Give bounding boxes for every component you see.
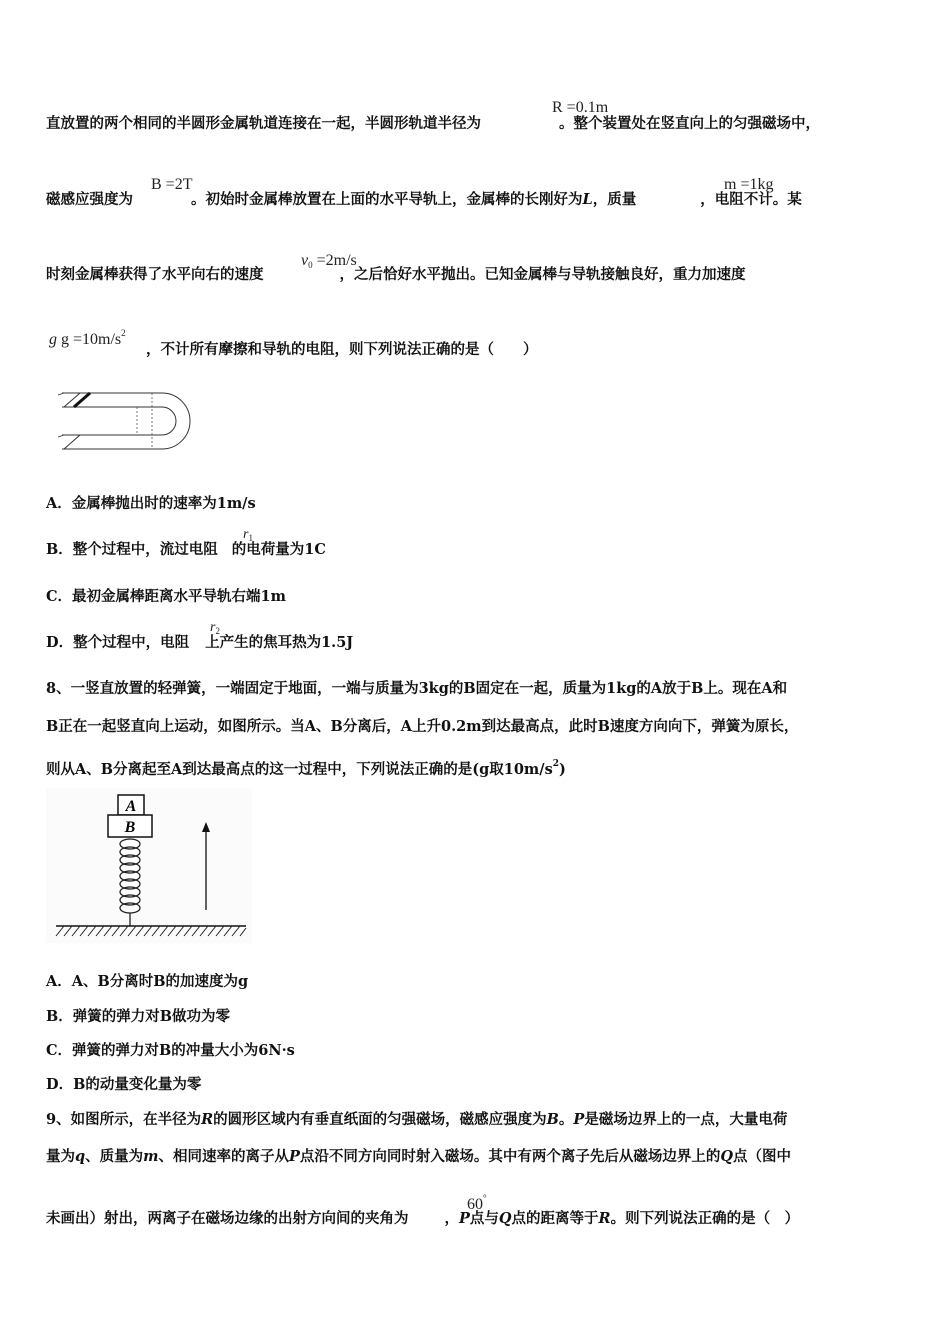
q8-line3: 则从A、B分离起至A到达最高点的这一过程中，下列说法正确的是(g取$10m/s^2$) — [46, 759, 566, 778]
q8-line1: 8、一竖直放置的轻弹簧，一端固定于地面，一端与质量为3kg的B固定在一起，质量为1kg的A放于B上。现在A和 — [46, 680, 788, 697]
q9-angle-math: 60° — [467, 1193, 487, 1213]
q8-line2: B正在一起竖直向上运动，如图所示。当A、B分离后，A上升0.2m到达最高点，此时B速度方向向下，弹簧为原长， — [46, 718, 799, 735]
q8-option-d: D．B的动量变化量为零 — [46, 1076, 202, 1093]
q8-option-b: B．弹簧的弹力对B做功为零 — [46, 1008, 231, 1025]
q7-option-c: C．最初金属棒距离水平导轨右端1m — [46, 588, 286, 605]
q7-radius-math: R =0.1m — [552, 99, 609, 116]
q7-gravity-math: g $g =10m/s^2$ — [49, 328, 126, 348]
q8-option-a: A．A、B分离时B的加速度为g — [46, 973, 249, 990]
q7-velocity-math: $v_0 =2m/s$ — [301, 252, 357, 270]
q7-field-math: B =2T — [151, 176, 193, 193]
q8-option-c: C．弹簧的弹力对B的冲量大小为6N·s — [46, 1042, 295, 1059]
q7-mass-math: m =1kg — [724, 176, 774, 193]
q7-option-b: B．整个过程中，流过电阻 的电荷量为1C — [46, 541, 326, 558]
q7-r2-math: $r_2$ — [210, 620, 220, 636]
q7-r1-math: $r_1$ — [243, 527, 253, 543]
q7-rail-figure — [52, 385, 192, 460]
q7-line3: 时刻金属棒获得了水平向右的速度 ，之后恰好水平抛出。已知金属棒与导轨接触良好，重力加速度 — [46, 266, 746, 283]
q9-line1: 9、如图所示，在半径为R的圆形区域内有垂直纸面的匀强磁场，磁感应强度为B。P是磁场边界上的一点，大量电荷 — [46, 1111, 788, 1128]
q8-spring-figure — [46, 788, 252, 943]
q7-line4: ，不计所有摩擦和导轨的电阻，则下列说法正确的是（ ） — [146, 341, 538, 358]
block-a-label: A — [125, 798, 137, 815]
q9-line3: 未画出）射出，两离子在磁场边缘的出射方向间的夹角为 ，P点与Q点的距离等于R。则下列说法正确的是（ ） — [46, 1210, 800, 1227]
q7-option-a: A．金属棒抛出时的速率为1m/s — [46, 495, 256, 512]
q7-line1: 直放置的两个相同的半圆形金属轨道连接在一起，半圆形轨道半径为 。整个装置处在竖直向上的匀强磁场中， — [46, 115, 820, 132]
q7-option-d: D．整个过程中，电阻 上产生的焦耳热为1.5J — [46, 634, 354, 651]
q7-line2: 磁感应强度为 。初始时金属棒放置在上面的水平导轨上，金属棒的长刚好为L，质量 ，电阻不计。某 — [46, 191, 802, 208]
block-b-label: B — [124, 819, 136, 836]
q9-line2: 量为q、质量为m、相同速率的离子从P点沿不同方向同时射入磁场。其中有两个离子先后从磁场边界上的Q点（图中 — [46, 1148, 792, 1165]
